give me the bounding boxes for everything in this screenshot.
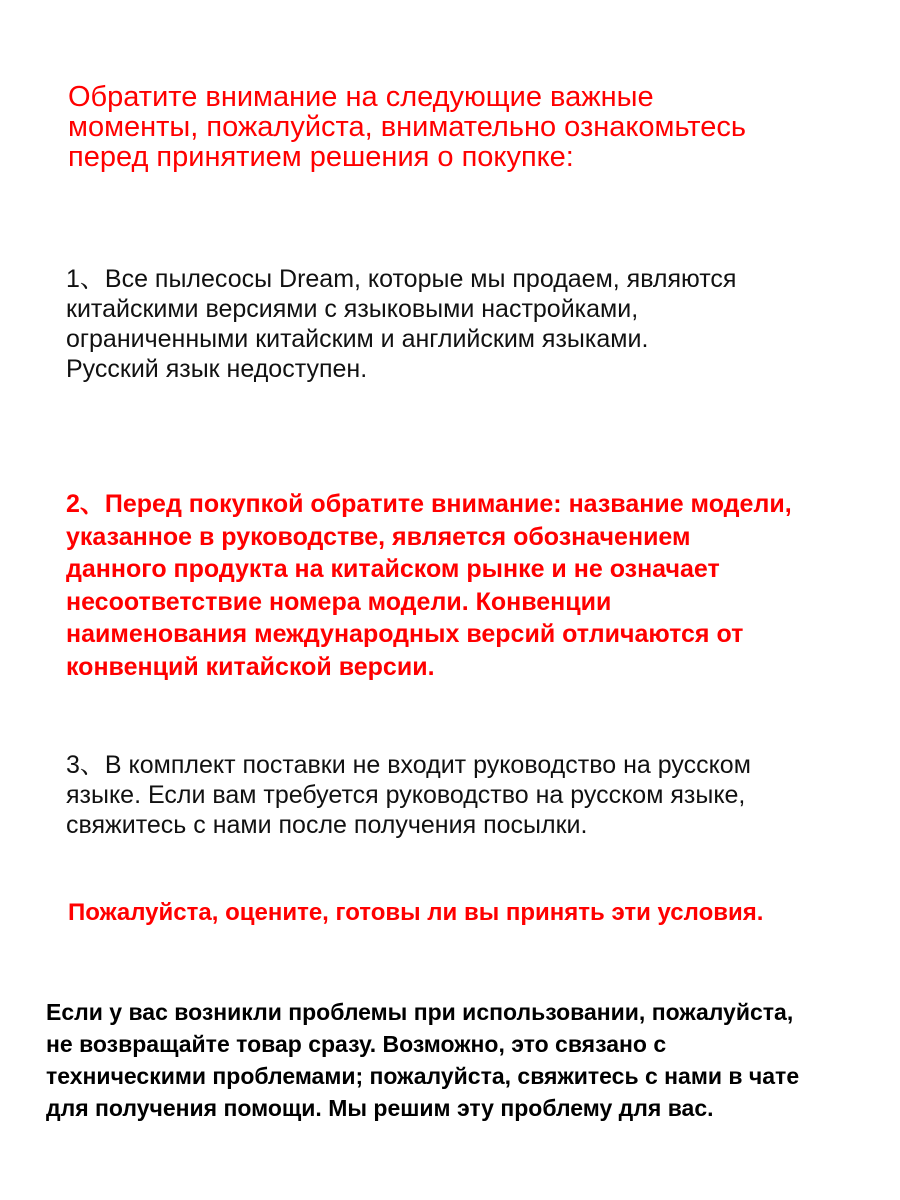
point-1-language-versions: 1、Все пылесосы Dream, которые мы продаем, являются китайскими версиями с языковыми настройками, ограниченными китайским и английским языками. Русский язык недоступен.	[66, 265, 737, 383]
support-footer: Если у вас возникли проблемы при использовании, пожалуйста, не возвращайте товар сразу. Возможно, это связано с техническими проблемами; пожалуйста, свяжитесь с нами в чате для получения помощи. Мы решим эту проблему для вас.	[46, 999, 800, 1121]
point-2-model-name-warning: 2、Перед покупкой обратите внимание: название модели, указанное в руководстве, является обозначением данного продукта на китайском рынке и не означает несоответствие номера модели. Конвенции наименования международных версий отличаются от конвенций китайской версии.	[66, 490, 792, 681]
notice-heading: Обратите внимание на следующие важные моменты, пожалуйста, внимательно ознакомьтесь перед принятием решения о покупке:	[68, 81, 747, 173]
acceptance-notice: Пожалуйста, оцените, готовы ли вы принять эти условия.	[68, 899, 764, 926]
point-3-manual-notice: 3、В комплект поставки не входит руководство на русском языке. Если вам требуется руководство на русском языке, свяжитесь с нами после получения посылки.	[66, 751, 751, 839]
